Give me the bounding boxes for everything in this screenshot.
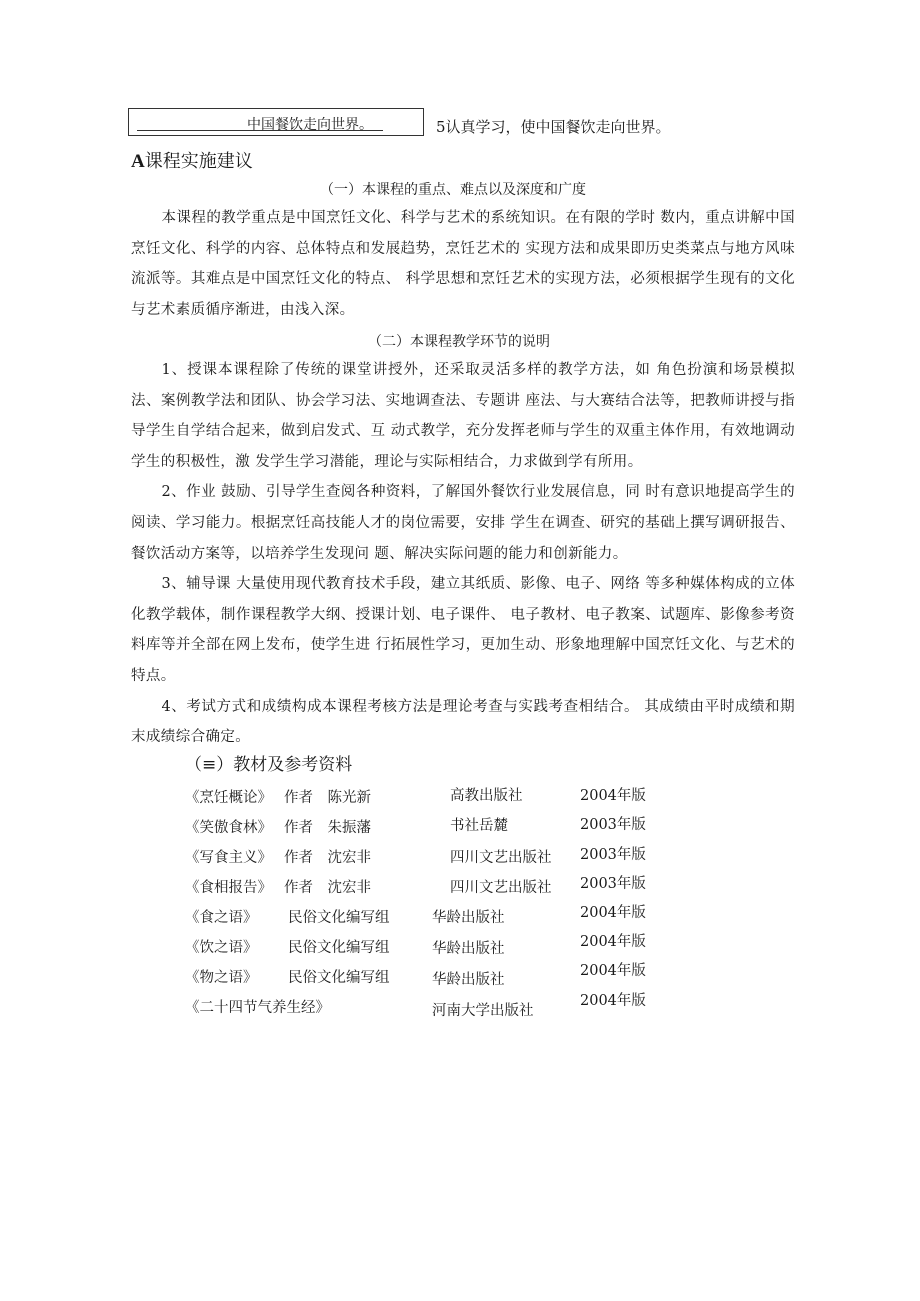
reference-5-author: 民俗文化编写组 <box>288 910 390 926</box>
reference-1-edition: 2004年版 <box>580 788 646 804</box>
table-right-cell-text: 5认真学习，使中国餐饮走向世界。 <box>436 118 671 136</box>
part2-item-3: 3、辅导课 大量使用现代教育技术手段，建立其纸质、影像、电子、网络 等多种媒体构成的立体化教学载体，制作课程教学大纲、授课计划、电子课件、 电子教材、电子教案、试题库、影像参考资料库等并全部在网上发布，使学生进 行拓展性学习，更加生动、形象地理解中国烹饪文化、与艺术的特点。 <box>131 576 795 684</box>
reference-7-edition: 2004年版 <box>580 963 646 979</box>
reference-8-book: 《二十四节气养生经》 <box>185 1000 330 1016</box>
reference-5-publisher: 华龄出版社 <box>432 910 505 926</box>
reference-7-book: 《物之语》 <box>185 970 258 986</box>
reference-6-book: 《饮之语》 <box>185 940 258 956</box>
reference-6-edition: 2004年版 <box>580 934 646 950</box>
reference-2-book: 《笑傲食林》 <box>185 820 272 836</box>
reference-3-book: 《写食主义》 <box>185 850 272 866</box>
part1-paragraph: 本课程的教学重点是中国烹饪文化、科学与艺术的系统知识。在有限的学时 数内，重点讲解中国烹饪文化、科学的内容、总体特点和发展趋势，烹饪艺术的 实现方法和成果即历史类菜点与地方风味流派等。其难点是中国烹饪文化的特点、 科学思想和烹饪艺术的实现方法，必须根据学生现有的文化与艺术素质循序渐进，由浅入深。 <box>131 210 795 318</box>
reference-2-author: 作者 朱振藩 <box>284 820 371 836</box>
reference-4-edition: 2003年版 <box>580 876 646 892</box>
reference-3-author: 作者 沈宏非 <box>284 850 371 866</box>
reference-4-book: 《食相报告》 <box>185 880 272 896</box>
reference-2-edition: 2003年版 <box>580 817 646 833</box>
reference-3-edition: 2003年版 <box>580 847 646 863</box>
reference-8-edition: 2004年版 <box>580 993 646 1009</box>
section-heading <box>131 147 253 173</box>
reference-7-publisher: 华龄出版社 <box>432 972 505 988</box>
part2-item-4: 4、考试方式和成绩构成本课程考核方法是理论考查与实践考查相结合。 其成绩由平时成绩和期末成绩综合确定。 <box>131 698 795 746</box>
reference-4-publisher: 四川文艺出版社 <box>450 880 552 896</box>
part2-item-1: 1、授课本课程除了传统的课堂讲授外，还采取灵活多样的教学方法，如 角色扮演和场景模拟法、案例教学法和团队、协会学习法、实地调查法、专题讲 座法、与大赛结合法等，把教师讲授与指导学生自学结合起来，做到启发式、互 动式教学，充分发挥老师与学生的双重主体作用，有效地调动学生的积极性，激 发学生学习潜能，理论与实际相结合，力求做到学有所用。 <box>131 362 795 470</box>
reference-1-book: 《烹饪概论》 <box>185 790 272 806</box>
part2-heading: （二）本课程教学环节的说明 <box>368 334 550 350</box>
part2-item-2: 2、作业 鼓励、引导学生查阅各种资料，了解国外餐饮行业发展信息，同 时有意识地提高学生的阅读、学习能力。根据烹饪高技能人才的岗位需要，安排 学生在调查、研究的基础上撰写调研报告、餐饮活动方案等，以培养学生发现问 题、解决实际问题的能力和创新能力。 <box>131 484 795 562</box>
section-number: A <box>131 151 145 172</box>
reference-8-publisher: 河南大学出版社 <box>432 1003 534 1019</box>
reference-4-author: 作者 沈宏非 <box>284 880 371 896</box>
reference-1-publisher: 高教出版社 <box>450 788 523 804</box>
part3-heading: （≡）教材及参考资料 <box>185 755 353 775</box>
reference-3-publisher: 四川文艺出版社 <box>450 850 552 866</box>
reference-1-author: 作者 陈光新 <box>284 790 371 806</box>
part2-body <box>131 355 795 753</box>
reference-5-edition: 2004年版 <box>580 905 646 921</box>
part1-heading: （一）本课程的重点、难点以及深度和广度 <box>320 182 586 198</box>
table-left-cell-text: 中国餐饮走向世界。 <box>247 117 373 133</box>
reference-2-publisher: 书社岳麓 <box>450 818 508 834</box>
reference-7-author: 民俗文化编写组 <box>288 970 390 986</box>
table-fragment-left-cell <box>128 108 424 136</box>
reference-6-author: 民俗文化编写组 <box>288 940 390 956</box>
part1-body <box>131 203 795 325</box>
reference-5-book: 《食之语》 <box>185 910 258 926</box>
section-title: 课程实施建议 <box>144 151 253 172</box>
reference-6-publisher: 华龄出版社 <box>432 941 505 957</box>
